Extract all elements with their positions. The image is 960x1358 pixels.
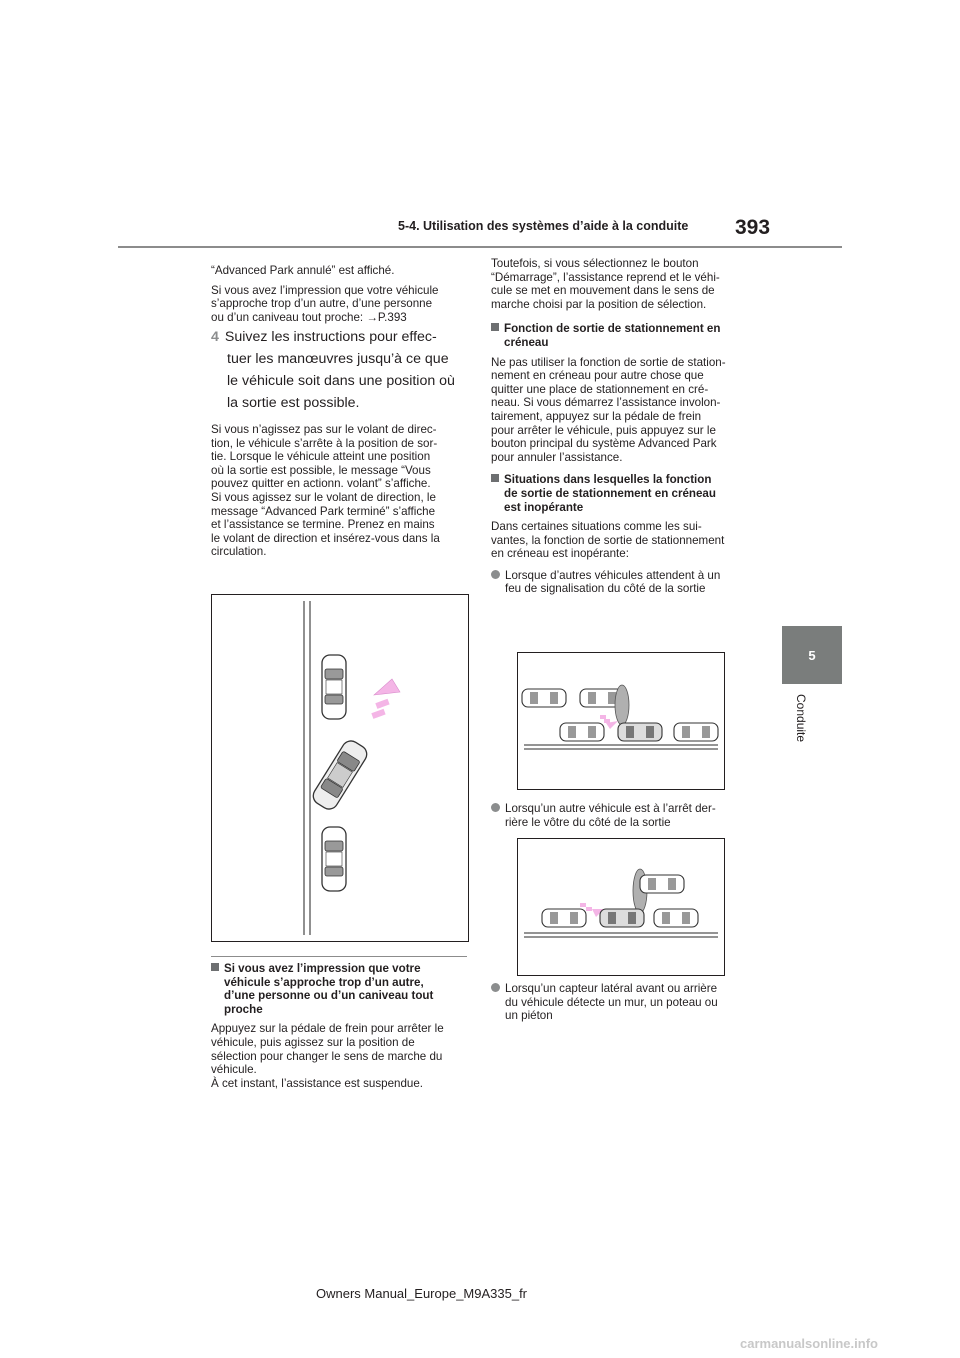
right-column [491, 257, 753, 596]
sensor-zone [615, 685, 629, 725]
parked-car-1 [542, 909, 586, 927]
page-number: 393 [735, 216, 771, 239]
heading-inoperative: Situations dans lesquelles la fonction de sortie de stationnement en créneau est inopérante [491, 473, 753, 514]
round-bullet-icon [491, 570, 500, 579]
parked-car-rear [322, 827, 346, 891]
left-column [211, 264, 473, 324]
subsection-heading: Si vous avez l’impression que votre véhicule s’approche trop d’un autre, d’une personne ou d’un caniveau tout proche [211, 962, 473, 1016]
parked-car-2 [654, 909, 698, 927]
own-car [618, 723, 662, 741]
square-bullet-icon [491, 323, 499, 331]
square-bullet-icon [211, 963, 219, 971]
page-link[interactable]: ou d’un caniveau tout proche: →P.393 [211, 310, 407, 324]
round-bullet-icon [491, 983, 500, 992]
stopped-car [640, 875, 684, 893]
chapter-tab: 5 [782, 626, 842, 684]
bullet-sensor: Lorsqu’un capteur latéral avant ou arrière du véhicule détecte un mur, un poteau ou un piéton [491, 982, 753, 1023]
parallel-exit-illustration [212, 595, 468, 941]
bullet-stopped-behind: Lorsqu’un autre véhicule est à l’arrêt der- rière le vôtre du côté de la sortie [491, 802, 753, 829]
own-car [600, 909, 644, 927]
figure-stopped-behind [517, 838, 725, 976]
own-car [310, 738, 370, 813]
bullet-stopped-behind-block [491, 802, 753, 829]
separator [211, 956, 467, 957]
chapter-label: Conduite [794, 694, 808, 743]
step-number: 4 [211, 329, 219, 345]
paragraph-brake: Appuyez sur la pédale de frein pour arrêter le véhicule, puis agissez sur la position de sélection pour changer le sens de marche du véhicule. À cet instant, l’assistance est suspendue. [211, 1022, 444, 1090]
figure-waiting-vehicles [517, 652, 725, 790]
stopped-behind-illustration [518, 839, 724, 975]
footer-text: Owners Manual_Europe_M9A335_fr [316, 1286, 528, 1301]
paragraph-too-close: Si vous avez l’impression que votre véhicule s’approche trop d’un autre, d’une personne ou d’un caniveau tout proche: →P.393 [211, 283, 439, 324]
paragraph-steering: Si vous n’agissez pas sur le volant de direc- tion, le véhicule s’arrête à la position de sor- tie. Lorsque le véhicule atteint une position où la sortie est possible, le message “Vous pouvez quitter en actionn. volant” s’affiche. Si vous agissez sur le volant de direction, le message “Advanced Park terminé” s’affiche et l’assistance se termine. Prenez en mains le volant de direction et insérez-vous dans la circulation. [211, 423, 440, 559]
paragraph-start-button: Toutefois, si vous sélectionnez le bouton “Démarrage”, l’assistance reprend et le véhi- cule se met en mouvement dans le sens de marche choisi par la position de sélection. [491, 257, 720, 311]
bullet-traffic-light: Lorsque d’autres véhicules attendent à un feu de signalisation du côté de la sortie [491, 569, 753, 596]
queue-car-1 [522, 689, 566, 707]
waiting-vehicles-illustration [518, 653, 724, 789]
paragraph-cancelled: “Advanced Park annulé” est affiché. [211, 264, 395, 277]
section-title: 5-4. Utilisation des systèmes d’aide à la conduite [398, 219, 689, 233]
watermark: carmanualsonline.info [740, 1336, 878, 1351]
figure-parallel-exit [211, 594, 469, 942]
round-bullet-icon [491, 803, 500, 812]
subsection-too-close [211, 962, 473, 1090]
step-4: 4 Suivez les instructions pour effec- tuer les manœuvres jusqu’à ce que le véhicule soit dans une position où la sortie est possible. [211, 329, 455, 411]
paragraph-situations: Dans certaines situations comme les sui- vantes, la fonction de sortie de stationnement en créneau est inopérante: [491, 520, 725, 561]
square-bullet-icon [491, 474, 499, 482]
parked-car-1 [560, 723, 604, 741]
bullet-sensor-block [491, 982, 753, 1023]
parked-car-2 [674, 723, 718, 741]
parked-car-front [322, 655, 346, 719]
header-rule [118, 246, 842, 248]
exit-arrow-icon [371, 679, 400, 719]
paragraph-exit-function: Ne pas utiliser la fonction de sortie de station- nement en créneau pour autre chose que quitter une place de stationnement en cré- neau. Si vous démarrez l’assistance involon- tairement, appuyez sur la pédale de frein pour arrêter le véhicule, puis appuyez sur le bouton principal du système Advanced Park pour annuler l’assistance. [491, 355, 726, 464]
heading-exit-function: Fonction de sortie de stationnement en créneau [491, 322, 753, 349]
